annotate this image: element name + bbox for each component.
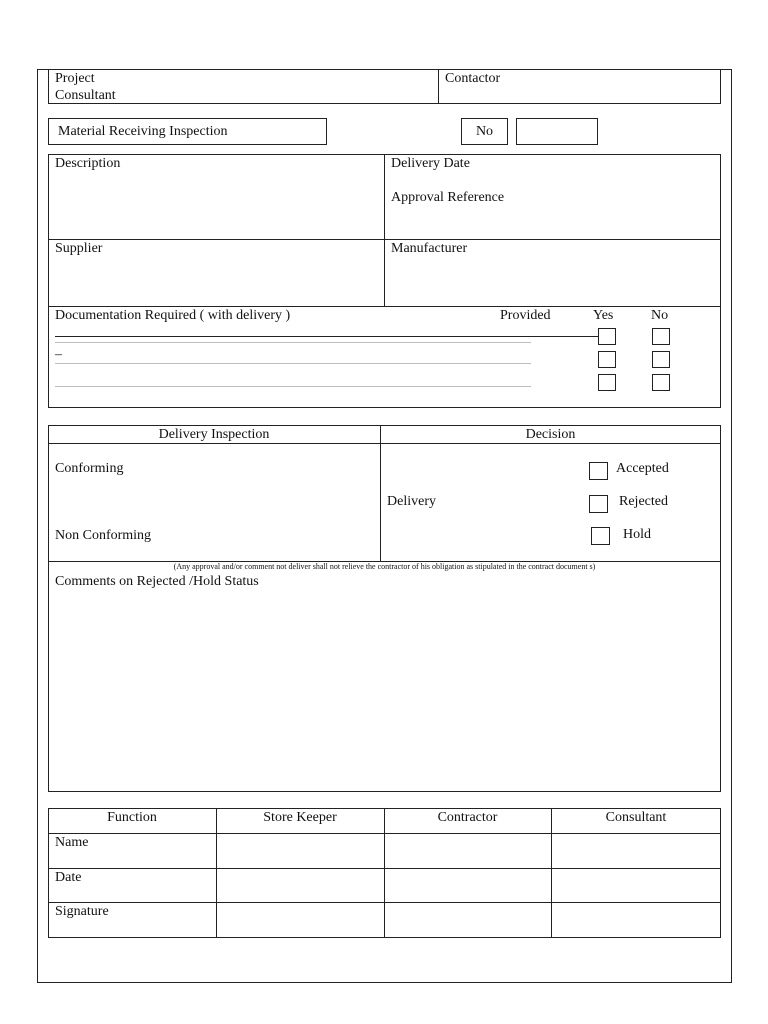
contractor-date-field[interactable] — [385, 869, 550, 901]
form-title: Material Receiving Inspection — [58, 124, 228, 139]
hold-label: Hold — [623, 527, 651, 542]
consultant-signature-field[interactable] — [552, 903, 720, 937]
details-row-divider — [48, 239, 721, 240]
doc-line — [55, 386, 531, 387]
header-divider — [438, 69, 439, 104]
header-box — [48, 69, 721, 104]
doc-row-1-no-checkbox[interactable] — [652, 328, 670, 345]
comments-label: Comments on Rejected /Hold Status — [55, 574, 259, 589]
number-field[interactable] — [516, 118, 598, 145]
sig-row-date: Date — [55, 870, 82, 885]
sig-header-store-keeper: Store Keeper — [263, 810, 337, 825]
decision-header: Decision — [525, 427, 576, 442]
sig-row-signature: Signature — [55, 904, 109, 919]
store-keeper-name-field[interactable] — [217, 834, 383, 867]
provided-label: Provided — [500, 308, 551, 323]
doc-row-2-no-checkbox[interactable] — [652, 351, 670, 368]
no-label: No — [651, 308, 669, 323]
consultant-label: Consultant — [55, 88, 116, 103]
sig-header-function: Function — [107, 810, 157, 825]
delivery-label: Delivery — [387, 494, 436, 509]
conforming-label: Conforming — [55, 461, 124, 476]
approval-reference-label: Approval Reference — [391, 190, 505, 205]
sig-header-consultant: Consultant — [605, 810, 667, 825]
comments-area[interactable] — [52, 592, 716, 788]
consultant-date-field[interactable] — [552, 869, 720, 901]
non-conforming-label: Non Conforming — [55, 528, 152, 543]
doc-line — [55, 336, 600, 337]
sig-header-contractor: Contractor — [437, 810, 498, 825]
doc-row-2-yes-checkbox[interactable] — [598, 351, 616, 368]
sig-row-name: Name — [55, 835, 89, 850]
doc-row-1-yes-checkbox[interactable] — [598, 328, 616, 345]
accepted-label: Accepted — [616, 461, 669, 476]
project-label: Project — [55, 71, 95, 86]
consultant-name-field[interactable] — [552, 834, 720, 867]
inspection-column-divider — [380, 425, 381, 561]
accepted-checkbox[interactable] — [589, 462, 608, 480]
inspection-header-divider — [48, 443, 721, 444]
documentation-title: Documentation Required ( with delivery ) — [55, 308, 291, 323]
delivery-date-label: Delivery Date — [391, 156, 470, 171]
hold-checkbox[interactable] — [591, 527, 610, 545]
contractor-name-field[interactable] — [385, 834, 550, 867]
doc-line — [55, 342, 531, 343]
disclaimer-text: (Any approval and/or comment not deliver shall not relieve the contractor of his obligation as stipulated in the contract document s) — [173, 562, 596, 571]
details-divider — [384, 154, 385, 307]
delivery-inspection-header: Delivery Inspection — [158, 427, 270, 442]
contractor-label: Contactor — [445, 71, 501, 86]
rejected-checkbox[interactable] — [589, 495, 608, 513]
manufacturer-label: Manufacturer — [391, 241, 468, 256]
yes-label: Yes — [593, 308, 614, 323]
store-keeper-date-field[interactable] — [217, 869, 383, 901]
store-keeper-signature-field[interactable] — [217, 903, 383, 937]
doc-row-3-yes-checkbox[interactable] — [598, 374, 616, 391]
rejected-label: Rejected — [619, 494, 668, 509]
doc-row-3-no-checkbox[interactable] — [652, 374, 670, 391]
doc-line — [55, 363, 531, 364]
description-label: Description — [55, 156, 121, 171]
number-label: No — [475, 124, 494, 139]
supplier-label: Supplier — [55, 241, 103, 256]
contractor-signature-field[interactable] — [385, 903, 550, 937]
doc-row-marker: – — [55, 347, 62, 362]
